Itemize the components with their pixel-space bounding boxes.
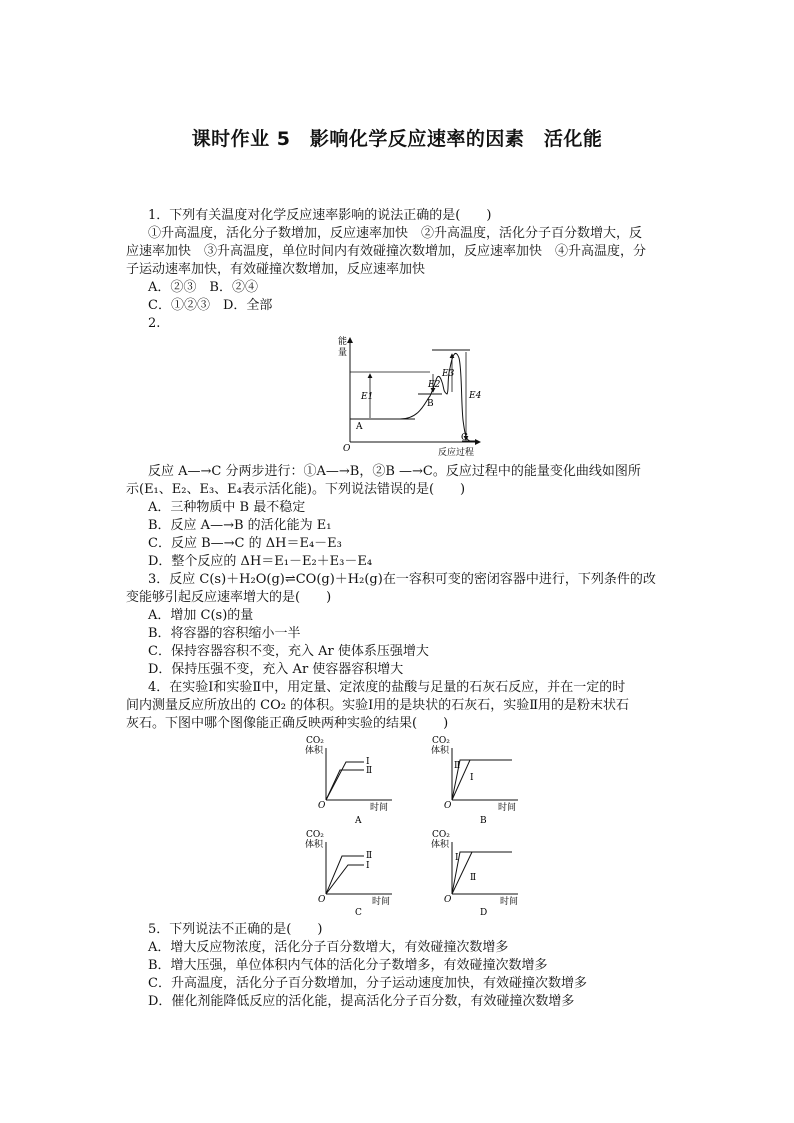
q3-option-c: C．保持容器容积不变，充入 Ar 使体系压强增大 xyxy=(148,644,429,659)
graph-a-y2: 体积 xyxy=(305,746,324,756)
e4-label: E4 xyxy=(469,391,482,401)
graph-d-y2: 体积 xyxy=(431,840,450,850)
graph-b xyxy=(428,734,528,824)
energy-curve xyxy=(400,353,470,441)
origin-label: O xyxy=(343,444,351,454)
graph-d-letter: D xyxy=(480,908,488,918)
x-label: 反应过程 xyxy=(438,448,475,458)
graph-d-y1: CO₂ xyxy=(432,830,450,840)
q5-option-c: C．升高温度，活化分子百分数增加，分子运动速度加快，有效碰撞次数增多 xyxy=(148,976,587,991)
curve-II xyxy=(326,770,364,800)
q4-line: 间内测量反应所放出的 CO₂ 的体积。实验Ⅰ用的是块状的石灰石，实验Ⅱ用的是粉末状石 xyxy=(126,698,630,713)
curve-II xyxy=(326,856,364,894)
curve-I xyxy=(452,852,512,894)
e1-label: E1 xyxy=(361,392,374,402)
curve-I xyxy=(326,762,364,800)
graph-d xyxy=(428,828,528,918)
graph-c-y1: CO₂ xyxy=(306,830,324,840)
graph-a-letter: A xyxy=(355,816,362,826)
label-i: Ⅰ xyxy=(366,861,370,871)
label-ii: Ⅱ xyxy=(366,766,373,776)
point-a: A xyxy=(356,422,363,432)
origin: O xyxy=(318,801,326,811)
e2-label: E2 xyxy=(428,380,441,390)
graph-a-y1: CO₂ xyxy=(306,736,324,746)
q3-option-d: D．保持压强不变，充入 Ar 使容器容积增大 xyxy=(148,662,404,677)
q1-line: 应速率加快 ③升高温度，单位时间内有效碰撞次数增加，反应速率加快 ④升高温度，分 xyxy=(126,244,647,259)
q2-option-c: C．反应 B—→C 的 ΔH＝E₄－E₃ xyxy=(148,536,342,551)
q3-line: 3．反应 C(s)＋H₂O(g)⇌CO(g)＋H₂(g)在一容积可变的密闭容器中进行，下列条件的改 xyxy=(148,572,656,587)
origin: O xyxy=(318,895,326,905)
q4-line: 灰石。下图中哪个图像能正确反映两种实验的结果( ) xyxy=(126,716,449,731)
q2-option-b: B．反应 A—→B 的活化能为 E₁ xyxy=(148,518,332,533)
q2-number: 2. xyxy=(148,316,161,331)
q3-option-b: B．将容器的容积缩小一半 xyxy=(148,626,301,641)
q1-options-cd: C．①②③ D．全部 xyxy=(148,298,273,313)
label-ii: Ⅱ xyxy=(470,873,477,883)
q2-line: 反应 A—→C 分两步进行：①A—→B，②B —→C。反应过程中的能量变化曲线如图所 xyxy=(148,464,641,479)
graph-c xyxy=(302,828,402,918)
y-label-2: 量 xyxy=(338,348,348,358)
graph-c-letter: C xyxy=(355,908,362,918)
q5-stem: 5．下列说法不正确的是( ) xyxy=(148,922,323,937)
q2-option-d: D．整个反应的 ΔH＝E₁－E₂＋E₃－E₄ xyxy=(148,554,373,569)
page-title: 课时作业 5 影响化学反应速率的因素 活化能 xyxy=(191,128,603,150)
origin: O xyxy=(444,801,452,811)
q4-line: 4．在实验Ⅰ和实验Ⅱ中，用定量、定浓度的盐酸与足量的石灰石反应，并在一定的时 xyxy=(148,680,626,695)
x-label: 时间 xyxy=(372,897,391,907)
point-c: C xyxy=(461,433,468,443)
q5-option-d: D．催化剂能降低反应的活化能，提高活化分子百分数，有效碰撞次数增多 xyxy=(148,994,575,1009)
label-i: Ⅰ xyxy=(470,773,474,783)
label-i: Ⅰ xyxy=(455,853,459,863)
q5-option-a: A．增大反应物浓度，活化分子百分数增大，有效碰撞次数增多 xyxy=(148,940,509,955)
x-label: 时间 xyxy=(370,803,389,813)
label-i: Ⅰ xyxy=(366,757,370,767)
q1-line: 子运动速率加快，有效碰撞次数增加，反应速率加快 xyxy=(126,262,426,277)
x-label: 时间 xyxy=(498,803,517,813)
e3-label: E3 xyxy=(442,369,455,379)
energy-diagram xyxy=(330,330,490,460)
graph-b-y2: 体积 xyxy=(431,746,450,756)
label-ii: Ⅱ xyxy=(366,851,373,861)
q3-line: 变能够引起反应速率增大的是( ) xyxy=(126,590,332,605)
q1-line: ①升高温度，活化分子数增加，反应速率加快 ②升高温度，活化分子百分数增大，反 xyxy=(148,226,643,241)
q1-options-ab: A．②③ B．②④ xyxy=(148,280,258,295)
graph-c-y2: 体积 xyxy=(305,840,324,850)
point-b: B xyxy=(427,399,434,409)
label-ii: Ⅱ xyxy=(454,761,461,771)
q2-option-a: A．三种物质中 B 最不稳定 xyxy=(148,500,306,515)
graph-b-y1: CO₂ xyxy=(432,736,450,746)
q1-stem: 1．下列有关温度对化学反应速率影响的说法正确的是( ) xyxy=(148,208,492,223)
graph-a xyxy=(302,734,402,824)
q2-line: 示(E₁、E₂、E₃、E₄表示活化能)。下列说法错误的是( ) xyxy=(126,482,466,497)
origin: O xyxy=(444,895,452,905)
x-label: 时间 xyxy=(500,897,519,907)
q3-option-a: A．增加 C(s)的量 xyxy=(148,608,254,623)
q5-option-b: B．增大压强，单位体积内气体的活化分子数增多，有效碰撞次数增多 xyxy=(148,958,548,973)
graph-b-letter: B xyxy=(480,816,487,826)
y-label-1: 能 xyxy=(338,337,348,347)
